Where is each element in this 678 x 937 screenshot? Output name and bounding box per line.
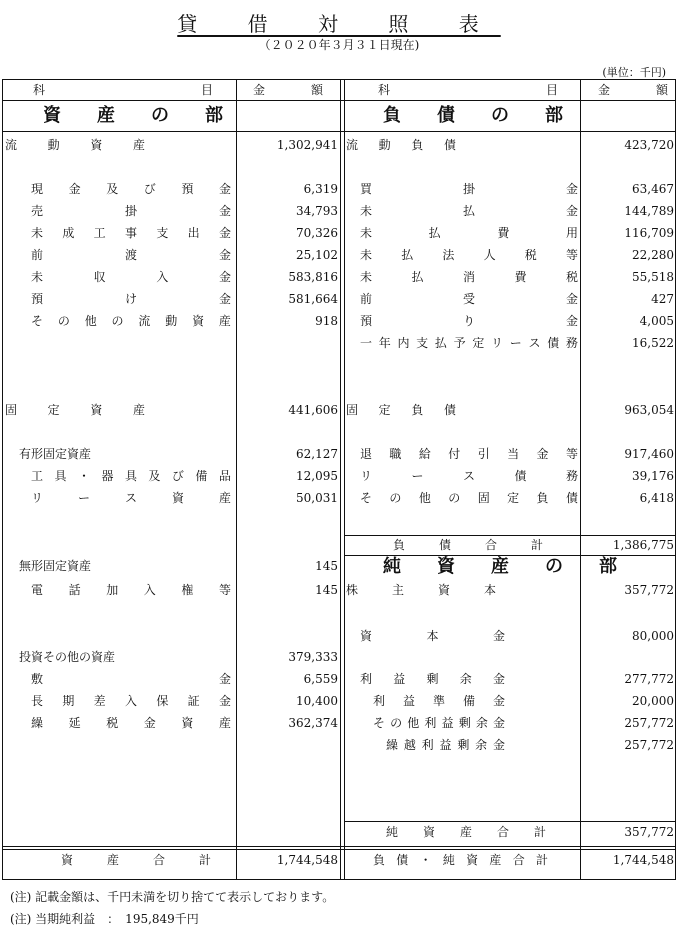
assets-tangible-items-0-label: 工 具 ・ 器 具 及 び 備 品 bbox=[31, 469, 231, 483]
net-assets-capital-label: 資 本 金 bbox=[360, 629, 505, 643]
assets-tangible-items-1-amount: 50,031 bbox=[296, 491, 338, 505]
assets-current-items-4-amount: 583,816 bbox=[288, 270, 338, 284]
assets-tangible-items-0-amount: 12,095 bbox=[296, 469, 338, 483]
assets-investment-items-2-amount: 362,374 bbox=[288, 716, 338, 730]
liabilities-current-items-5-label: 前 受 金 bbox=[360, 292, 578, 306]
net-assets-retained-amount: 277,772 bbox=[624, 672, 674, 686]
assets-current-items-0-amount: 6,319 bbox=[303, 182, 338, 196]
assets-fixed-label: 固 定 資 産 bbox=[5, 403, 145, 417]
assets-total-amount: 1,744,548 bbox=[276, 853, 338, 867]
liabilities-fixed-items-0-label: 退 職 給 付 引 当 金 等 bbox=[360, 447, 578, 461]
grand-total-label: 負 債 ・ 純 資 産 合 計 bbox=[373, 853, 548, 867]
net-assets-other-retained-label: そ の 他 利 益 剰 余 金 bbox=[373, 716, 505, 730]
unit-label: (単位：千円) bbox=[602, 66, 666, 79]
assets-investment-items-1-amount: 10,400 bbox=[296, 694, 338, 708]
net-assets-shareholders-amount: 357,772 bbox=[624, 583, 674, 597]
liabilities-current-items-4-amount: 55,518 bbox=[632, 270, 674, 284]
assets-current-items-5-label: 預 け 金 bbox=[31, 292, 231, 306]
assets-tangible-label: 有形固定資産 bbox=[19, 447, 92, 461]
liabilities-total-label: 負 債 合 計 bbox=[393, 538, 543, 552]
liabilities-current-items-0-label: 買 掛 金 bbox=[360, 182, 578, 196]
assets-current-items-5-amount: 581,664 bbox=[288, 292, 338, 306]
liabilities-current-items-7-label: 一 年 内 支 払 予 定 リ ー ス 債 務 bbox=[360, 336, 578, 350]
divider bbox=[236, 80, 237, 879]
liabilities-fixed-items-1-amount: 39,176 bbox=[632, 469, 674, 483]
liabilities-current-items-7-amount: 16,522 bbox=[632, 336, 674, 350]
net-assets-total-amount: 357,772 bbox=[624, 825, 674, 839]
assets-current-items-6-amount: 918 bbox=[315, 314, 338, 328]
net-assets-retained-label: 利 益 剰 余 金 bbox=[360, 672, 505, 686]
note-net-income: (注) 当期純利益 ： 195,849千円 bbox=[10, 912, 199, 926]
liabilities-fixed-items-2-amount: 6,418 bbox=[639, 491, 674, 505]
assets-current-items-3-label: 前 渡 金 bbox=[31, 248, 231, 262]
net-assets-capital-amount: 80,000 bbox=[632, 629, 674, 643]
header-item-right: 科 目 bbox=[378, 83, 558, 97]
divider bbox=[580, 80, 581, 879]
assets-tangible-items-1-label: リ ー ス 資 産 bbox=[31, 491, 231, 505]
assets-investment-items-0-amount: 6,559 bbox=[303, 672, 338, 686]
net-assets-total-label: 純 資 産 合 計 bbox=[386, 825, 546, 839]
liabilities-current-label: 流 動 負 債 bbox=[346, 138, 456, 152]
liabilities-current-items-2-amount: 116,709 bbox=[624, 226, 674, 240]
liabilities-current-items-6-label: 預 り 金 bbox=[360, 314, 578, 328]
liabilities-current-amount: 423,720 bbox=[624, 138, 674, 152]
header-amount-right: 金 額 bbox=[598, 83, 668, 97]
balance-sheet-table bbox=[2, 79, 676, 880]
grand-total-amount: 1,744,548 bbox=[612, 853, 674, 867]
liabilities-current-items-6-amount: 4,005 bbox=[639, 314, 674, 328]
liabilities-fixed-items-1-label: リ ー ス 債 務 bbox=[360, 469, 578, 483]
assets-intangible-items-0-amount: 145 bbox=[315, 583, 338, 597]
liabilities-total-amount: 1,386,775 bbox=[612, 538, 674, 552]
assets-total-label: 資 産 合 計 bbox=[61, 853, 211, 867]
divider bbox=[340, 80, 341, 879]
note-rounding: (注) 記載金額は、千円未満を切り捨てて表示しております。 bbox=[10, 890, 335, 904]
assets-investments-amount: 379,333 bbox=[288, 650, 338, 664]
assets-current-items-6-label: そ の 他 の 流 動 資 産 bbox=[31, 314, 231, 328]
assets-intangible-items-0-label: 電 話 加 入 権 等 bbox=[31, 583, 231, 597]
net-assets-carried-forward-amount: 257,772 bbox=[624, 738, 674, 752]
assets-intangible-amount: 145 bbox=[315, 559, 338, 573]
liabilities-current-items-4-label: 未 払 消 費 税 bbox=[360, 270, 578, 284]
assets-current-items-2-label: 未 成 工 事 支 出 金 bbox=[31, 226, 231, 240]
assets-section-heading: 資 産 の 部 bbox=[43, 105, 223, 126]
assets-intangible-label: 無形固定資産 bbox=[19, 559, 92, 573]
divider bbox=[3, 846, 675, 847]
liabilities-current-items-1-label: 未 払 金 bbox=[360, 204, 578, 218]
net-assets-section-heading: 純 資 産 の 部 bbox=[383, 556, 617, 577]
liabilities-fixed-items-2-label: そ の 他 の 固 定 負 債 bbox=[360, 491, 578, 505]
net-assets-shareholders-label: 株 主 資 本 bbox=[346, 583, 496, 597]
assets-investment-items-1-label: 長 期 差 入 保 証 金 bbox=[31, 694, 231, 708]
assets-current-items-1-label: 売 掛 金 bbox=[31, 204, 231, 218]
header-item-left: 科 目 bbox=[33, 83, 213, 97]
liabilities-current-items-2-label: 未 払 費 用 bbox=[360, 226, 578, 240]
divider bbox=[3, 100, 675, 101]
liabilities-current-items-1-amount: 144,789 bbox=[624, 204, 674, 218]
liabilities-current-items-3-amount: 22,280 bbox=[632, 248, 674, 262]
assets-investment-items-2-label: 繰 延 税 金 資 産 bbox=[31, 716, 231, 730]
assets-current-amount: 1,302,941 bbox=[276, 138, 338, 152]
assets-current-items-4-label: 未 収 入 金 bbox=[31, 270, 231, 284]
assets-current-items-0-label: 現 金 及 び 預 金 bbox=[31, 182, 231, 196]
liabilities-fixed-amount: 963,054 bbox=[624, 403, 674, 417]
liabilities-current-items-3-label: 未 払 法 人 税 等 bbox=[360, 248, 578, 262]
net-assets-carried-forward-label: 繰 越 利 益 剰 余 金 bbox=[386, 738, 505, 752]
document-title: 貸 借 対 照 表 bbox=[177, 12, 501, 36]
liabilities-fixed-label: 固 定 負 債 bbox=[346, 403, 456, 417]
net-assets-legal-reserve-label: 利 益 準 備 金 bbox=[373, 694, 505, 708]
assets-current-label: 流 動 資 産 bbox=[5, 138, 145, 152]
liabilities-current-items-0-amount: 63,467 bbox=[632, 182, 674, 196]
assets-current-items-2-amount: 70,326 bbox=[296, 226, 338, 240]
assets-investment-items-0-label: 敷 金 bbox=[31, 672, 231, 686]
liabilities-fixed-items-0-amount: 917,460 bbox=[624, 447, 674, 461]
assets-investments-label: 投資その他の資産 bbox=[19, 650, 116, 664]
divider bbox=[3, 131, 675, 132]
liabilities-current-items-5-amount: 427 bbox=[651, 292, 674, 306]
net-assets-other-retained-amount: 257,772 bbox=[624, 716, 674, 730]
assets-current-items-1-amount: 34,793 bbox=[296, 204, 338, 218]
document-date: （２０２０年３月３１日現在) bbox=[258, 38, 420, 52]
assets-tangible-amount: 62,127 bbox=[296, 447, 338, 461]
assets-current-items-3-amount: 25,102 bbox=[296, 248, 338, 262]
liabilities-section-heading: 負 債 の 部 bbox=[383, 105, 563, 126]
assets-fixed-amount: 441,606 bbox=[288, 403, 338, 417]
header-amount-left: 金 額 bbox=[253, 83, 323, 97]
divider bbox=[344, 80, 345, 879]
net-assets-legal-reserve-amount: 20,000 bbox=[632, 694, 674, 708]
